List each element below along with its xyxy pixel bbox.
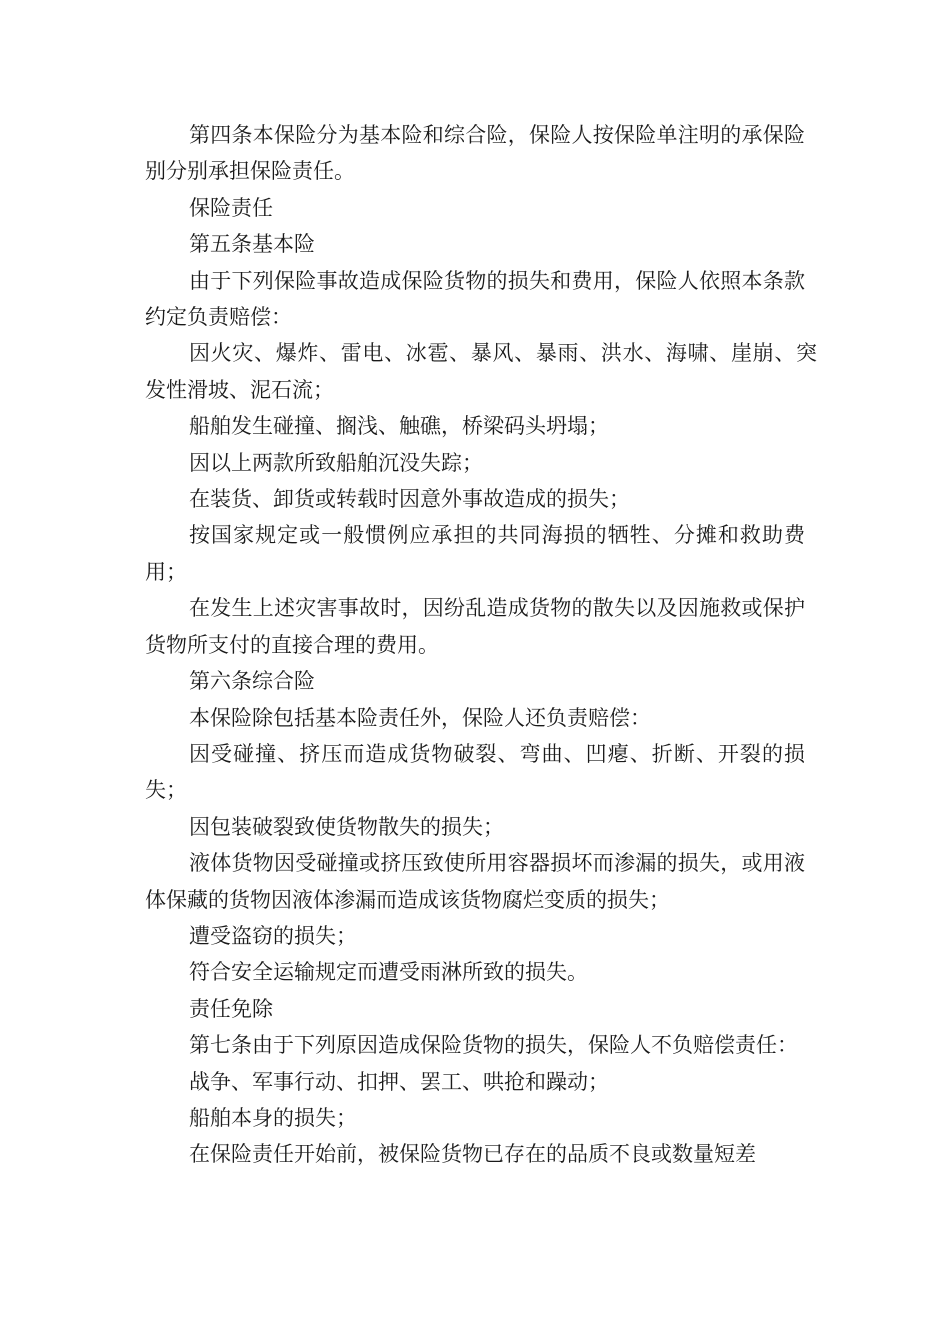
paragraph-rain-damage: 符合安全运输规定而遭受雨淋所致的损失。 <box>189 960 588 985</box>
paragraph-packaging: 因包装破裂致使货物散失的损失； <box>189 814 504 839</box>
paragraph-rescue-costs: 在发生上述灾害事故时，因纷乱造成货物的散失以及因施救或保护货物所支付的直接合理的费用。 <box>145 596 805 657</box>
paragraph-general-average: 按国家规定或一般惯例应承担的共同海损的牺牲、分摊和救助费用； <box>145 523 805 584</box>
document-body <box>145 117 817 1173</box>
paragraph-basic-coverage-intro: 由于下列保险事故造成保险货物的损失和费用，保险人依照本条款约定负责赔偿： <box>145 268 805 330</box>
paragraph-sinking: 因以上两款所致船舶沉没失踪； <box>189 450 483 475</box>
paragraph-theft: 遭受盗窃的损失； <box>189 923 357 948</box>
paragraph-loading-accident: 在装货、卸货或转载时因意外事故造成的损失； <box>189 487 630 512</box>
paragraph-article-6-heading: 第六条综合险 <box>189 669 315 694</box>
paragraph-article-5-heading: 第五条基本险 <box>189 232 315 257</box>
paragraph-breakage: 因受碰撞、挤压而造成货物破裂、弯曲、凹瘪、折断、开裂的损失； <box>145 741 805 803</box>
paragraph-liquid-leakage: 液体货物因受碰撞或挤压致使所用容器损坏而渗漏的损失，或用液体保藏的货物因液体渗漏而造成该货物腐烂变质的损失； <box>145 851 805 912</box>
paragraph-collision: 船舶发生碰撞、搁浅、触礁，桥梁码头坍塌； <box>189 414 609 439</box>
paragraph-ship-loss: 船舶本身的损失； <box>189 1105 357 1130</box>
paragraph-preexisting-defects: 在保险责任开始前，被保险货物已存在的品质不良或数量短差 <box>189 1142 756 1167</box>
paragraph-article-7: 第七条由于下列原因造成保险货物的损失，保险人不负赔偿责任： <box>189 1033 798 1058</box>
paragraph-war: 战争、军事行动、扣押、罢工、哄抢和躁动； <box>189 1069 609 1094</box>
section-heading-insurance-liability: 保险责任 <box>189 195 273 220</box>
paragraph-natural-disasters: 因火灾、爆炸、雷电、冰雹、暴风、暴雨、洪水、海啸、崖崩、突发性滑坡、泥石流； <box>145 341 817 402</box>
section-heading-exclusions: 责任免除 <box>189 996 273 1021</box>
paragraph-article-4: 第四条本保险分为基本险和综合险，保险人按保险单注明的承保险别分别承担保险责任。 <box>145 123 805 184</box>
paragraph-comprehensive-intro: 本保险除包括基本险责任外，保险人还负责赔偿： <box>189 705 651 730</box>
